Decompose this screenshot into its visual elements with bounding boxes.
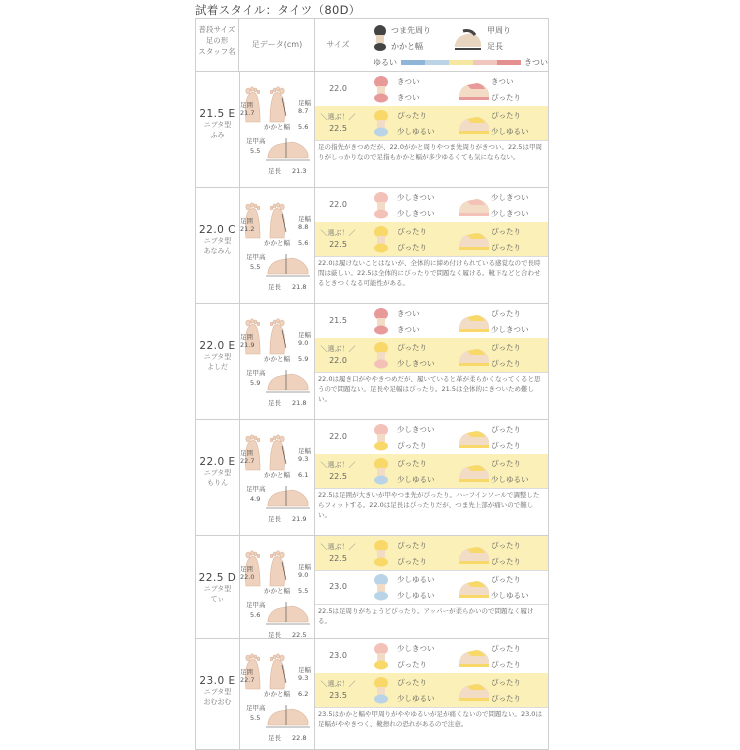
instep-fit: ぴったり (491, 227, 521, 236)
foot-width-label: 足幅 (298, 215, 311, 223)
instep-fit: 少しきつい (491, 193, 529, 202)
foot-type: ニブタ型 (203, 688, 232, 696)
recommend-label: ＼選ぶ！／ (320, 543, 356, 551)
staff-name: てぃ (210, 595, 225, 603)
toe-heel-fit-icon (373, 109, 389, 137)
length-fit: ぴったり (491, 243, 521, 252)
length-fit: ぴったり (491, 660, 521, 669)
fit-note: 22.0は履けないことはないが、全体的に締め付けられている感覚なので長時間は厳しい。22.5は全体的にぴったりで問題なく履ける。靴下などと合わせるときつくなる可能性がある。 (318, 259, 541, 287)
instep-fit: きつい (491, 77, 514, 86)
foot-width-label: 足幅 (298, 447, 311, 455)
foot-length-value: 22.5 (292, 631, 307, 639)
instep-length-fit-icon (457, 575, 491, 599)
staff-cell (196, 188, 240, 303)
instep-length-fit-icon (457, 343, 491, 367)
staff-name: おむおむ (203, 698, 232, 706)
foot-data-cell (240, 536, 315, 638)
try-size-cell (315, 222, 361, 256)
foot-circ-label: 足囲 (240, 333, 253, 341)
instep-fit: ぴったり (491, 575, 521, 584)
length-fit: ぴったり (491, 557, 521, 566)
toe-fit: ぴったり (397, 459, 427, 468)
fit-gauge (401, 60, 521, 65)
instep-value: 5.5 (250, 147, 261, 155)
fit-row (315, 570, 548, 605)
try-size-cell (315, 454, 361, 488)
table-row (196, 188, 548, 304)
heel-fit: 少しきつい (397, 209, 435, 218)
heel-width-label: かかと幅 (264, 690, 290, 698)
instep-fit: ぴったり (491, 343, 521, 352)
heel-fit: ぴったり (397, 660, 427, 669)
heel-fit: きつい (397, 93, 420, 102)
instep-length-fit-icon (457, 459, 491, 483)
fit-note: 22.5は足周りがちょうどぴったり。アッパーが柔らかいので問題なく履ける。 (318, 607, 534, 625)
gauge-seg (425, 60, 449, 65)
table-row (196, 72, 548, 188)
foot-length-label: 足長 (268, 515, 281, 523)
try-size: 22.5 (329, 240, 347, 249)
heel-width-value: 5.6 (298, 239, 309, 247)
try-size: 23.0 (329, 651, 347, 660)
page-title: 試着スタイル：タイツ（80D） (195, 3, 361, 17)
toe-fit: 少しきつい (397, 425, 435, 434)
fit-legend (361, 19, 548, 71)
header-foot-shape: 足の形 (205, 36, 229, 45)
instep-label: 足甲高 (246, 601, 266, 609)
instep-length-fit-icon (457, 678, 491, 702)
foot-width-label: 足幅 (298, 666, 311, 674)
fit-row (315, 188, 548, 223)
instep-length-fit-icon (457, 227, 491, 251)
legend-loose: ゆるい (373, 58, 397, 67)
try-size-cell (315, 72, 361, 106)
instep-length-fit-icon (457, 77, 491, 101)
toe-heel-fit-icon (373, 573, 389, 601)
foot-length-label: 足長 (268, 734, 281, 742)
try-size: 22.0 (329, 356, 347, 365)
gauge-seg (449, 60, 473, 65)
foot-width-value: 8.7 (298, 107, 309, 115)
heel-width-label: かかと幅 (264, 123, 290, 131)
header-foot-data: 足データ(cm) (240, 19, 315, 71)
instep-fit: ぴったり (491, 541, 521, 550)
header-usual-size: 普段サイズ (198, 25, 236, 34)
length-fit: ぴったり (491, 441, 521, 450)
toe-fit: ぴったり (397, 227, 427, 236)
usual-size: 22.0 E (199, 456, 236, 468)
foot-length-value: 22.8 (292, 734, 307, 742)
toe-fit: ぴったり (397, 343, 427, 352)
foot-length-label: 足長 (268, 631, 281, 639)
toe-fit: きつい (397, 309, 420, 318)
instep-value: 5.5 (250, 263, 261, 271)
foot-circ-label: 足囲 (240, 217, 253, 225)
toe-fit: ぴったり (397, 541, 427, 550)
try-size: 23.0 (329, 582, 347, 591)
foot-type: ニブタ型 (203, 353, 232, 361)
length-fit: 少しゆるい (491, 475, 529, 484)
usual-size: 21.5 E (199, 108, 236, 120)
instep-length-fit-icon (457, 111, 491, 135)
try-size-cell (315, 536, 361, 570)
try-size: 22.0 (329, 200, 347, 209)
fit-row (315, 222, 548, 257)
instep-value: 4.9 (250, 495, 261, 503)
foot-side-illustration (262, 366, 312, 394)
heel-width-value: 5.9 (298, 355, 309, 363)
staff-cell (196, 420, 240, 535)
foot-width-value: 9.0 (298, 339, 309, 347)
instep-label: 足甲高 (246, 704, 266, 712)
heel-fit: 少しゆるい (397, 694, 435, 703)
foot-width-label: 足幅 (298, 331, 311, 339)
foot-circ-label: 足囲 (240, 449, 253, 457)
toe-heel-fit-icon (373, 423, 389, 451)
heel-width-label: かかと幅 (264, 239, 290, 247)
heel-fit: ぴったり (397, 441, 427, 450)
try-size-cell (315, 673, 361, 707)
length-fit: 少しゆるい (491, 127, 529, 136)
toe-fit: 少しきつい (397, 644, 435, 653)
foot-width-value: 8.8 (298, 223, 309, 231)
toe-heel-fit-icon (373, 307, 389, 335)
foot-side-illustration (262, 701, 312, 729)
foot-circ-label: 足囲 (240, 668, 253, 676)
instep-length-fit-icon (457, 541, 491, 565)
foot-circ-value: 22.7 (240, 676, 255, 684)
instep-fit: ぴったり (491, 309, 521, 318)
foot-length-value: 21.9 (292, 515, 307, 523)
toe-fit: ぴったり (397, 678, 427, 687)
foot-width-value: 9.3 (298, 674, 309, 682)
table-row (196, 536, 548, 639)
fit-row (315, 673, 548, 708)
instep-length-fit-icon (457, 309, 491, 333)
fit-row (315, 338, 548, 373)
heel-fit: 少しきつい (397, 359, 435, 368)
instep-label: 足甲高 (246, 137, 266, 145)
foot-data-cell (240, 188, 315, 303)
heel-fit: 少しゆるい (397, 127, 435, 136)
staff-name: もりん (207, 479, 228, 487)
fit-row (315, 454, 548, 489)
header-size: サイズ (326, 40, 350, 49)
toe-heel-fit-icon (373, 642, 389, 670)
try-size: 22.0 (329, 84, 347, 93)
toe-heel-fit-icon (373, 457, 389, 485)
foot-circ-value: 21.2 (240, 225, 255, 233)
heel-fit: ぴったり (397, 243, 427, 252)
try-size: 22.5 (329, 124, 347, 133)
recommend-label: ＼選ぶ！／ (320, 229, 356, 237)
try-size: 21.5 (329, 316, 347, 325)
instep-fit: ぴったり (491, 111, 521, 120)
foot-data-cell (240, 420, 315, 535)
legend-toe: つま先周り (391, 26, 431, 35)
fit-row (315, 420, 548, 455)
try-size: 22.0 (329, 432, 347, 441)
toe-fit: 少しゆるい (397, 575, 435, 584)
foot-type: ニブタ型 (203, 237, 232, 245)
foot-side-illustration (262, 134, 312, 162)
try-size-cell (315, 338, 361, 372)
foot-length-label: 足長 (268, 283, 281, 291)
toe-heel-fit-icon (373, 676, 389, 704)
instep-length-fit-icon (457, 644, 491, 668)
foot-circ-value: 22.0 (240, 573, 255, 581)
usual-size: 23.0 E (199, 675, 236, 687)
toe-heel-icon (373, 23, 387, 53)
instep-label: 足甲高 (246, 369, 266, 377)
fit-row (315, 536, 548, 571)
usual-size: 22.5 D (198, 572, 237, 584)
foot-side-illustration (262, 482, 312, 510)
heel-fit: 少しゆるい (397, 475, 435, 484)
heel-fit: ぴったり (397, 557, 427, 566)
foot-type: ニブタ型 (203, 585, 232, 593)
toe-heel-fit-icon (373, 539, 389, 567)
heel-width-value: 5.6 (298, 123, 309, 131)
gauge-seg (401, 60, 425, 65)
instep-value: 5.9 (250, 379, 261, 387)
instep-value: 5.6 (250, 611, 261, 619)
usual-size: 22.0 C (198, 224, 237, 236)
heel-width-label: かかと幅 (264, 355, 290, 363)
fit-note: 22.5は足囲が大きいが甲やつま先がぴったり。ハーフインソールで調整したらフィットする。22.0は足長はぴったりだが、つま先上部が痛いので難しい。 (318, 491, 540, 519)
toe-heel-fit-icon (373, 191, 389, 219)
staff-name: よしだ (207, 363, 228, 371)
staff-name: あなみん (203, 247, 232, 255)
fit-row (315, 106, 548, 141)
usual-size: 22.0 E (199, 340, 236, 352)
fitting-table (195, 18, 549, 750)
legend-length: 足長 (487, 42, 503, 51)
foot-circ-value: 22.7 (240, 457, 255, 465)
foot-length-value: 21.8 (292, 399, 307, 407)
recommend-label: ＼選ぶ！／ (320, 680, 356, 688)
try-size: 22.5 (329, 554, 347, 563)
recommend-label: ＼選ぶ！／ (320, 345, 356, 353)
table-row (196, 420, 548, 536)
length-fit: ぴったり (491, 694, 521, 703)
foot-data-cell (240, 304, 315, 419)
staff-name: ふみ (210, 131, 225, 139)
foot-length-label: 足長 (268, 167, 281, 175)
heel-fit: きつい (397, 325, 420, 334)
instep-fit: ぴったり (491, 644, 521, 653)
try-size-cell (315, 420, 361, 454)
heel-width-value: 6.2 (298, 690, 309, 698)
fit-note: 足の指先がきつめだが、22.0がかと周りやつま先周りがきつい。22.5は甲周りがしっかりなので足指もかかと幅が多少ゆるくても気にならない。 (318, 143, 542, 161)
staff-cell (196, 72, 240, 187)
legend-heel: かかと幅 (391, 42, 423, 51)
try-size-cell (315, 188, 361, 222)
recommend-label: ＼選ぶ！／ (320, 461, 356, 469)
fit-note: 22.0は履き口がややきつめだが、履いていると革が柔らかくなってくると思うので問題ない。足長や足幅はぴったり。21.5は全体的にきついため難しい。 (318, 375, 541, 403)
foot-width-value: 9.0 (298, 571, 309, 579)
instep-length-fit-icon (457, 425, 491, 449)
foot-width-label: 足幅 (298, 99, 311, 107)
toe-fit: ぴったり (397, 111, 427, 120)
foot-width-value: 9.3 (298, 455, 309, 463)
fit-row (315, 72, 548, 107)
toe-fit: きつい (397, 77, 420, 86)
toe-heel-fit-icon (373, 225, 389, 253)
legend-tight: きつい (524, 58, 548, 67)
heel-width-value: 5.5 (298, 587, 309, 595)
foot-circ-label: 足囲 (240, 565, 253, 573)
try-size-cell (315, 304, 361, 338)
foot-circ-value: 21.9 (240, 341, 255, 349)
try-size-cell (315, 639, 361, 673)
table-row (196, 304, 548, 420)
try-size-cell (315, 106, 361, 140)
table-body (196, 72, 548, 750)
table-row (196, 639, 548, 750)
instep-label: 足甲高 (246, 485, 266, 493)
length-fit: 少しきつい (491, 209, 529, 218)
instep-label: 足甲高 (246, 253, 266, 261)
foot-type: ニブタ型 (203, 469, 232, 477)
instep-fit: ぴったり (491, 425, 521, 434)
foot-side-illustration (262, 250, 312, 278)
heel-width-value: 6.1 (298, 471, 309, 479)
instep-value: 5.5 (250, 714, 261, 722)
legend-instep: 甲周り (487, 26, 511, 35)
table-header (196, 19, 548, 72)
staff-cell (196, 536, 240, 638)
instep-fit: ぴったり (491, 678, 521, 687)
length-fit: ぴったり (491, 359, 521, 368)
foot-data-cell (240, 639, 315, 749)
heel-width-label: かかと幅 (264, 587, 290, 595)
toe-heel-fit-icon (373, 341, 389, 369)
instep-length-fit-icon (457, 193, 491, 217)
staff-cell (196, 639, 240, 749)
gauge-seg (473, 60, 497, 65)
header-staff-name: スタッフ名 (198, 47, 236, 56)
staff-cell (196, 304, 240, 419)
instep-length-icon (453, 27, 483, 51)
toe-heel-fit-icon (373, 75, 389, 103)
header-staff-col (196, 19, 239, 71)
foot-length-value: 21.8 (292, 283, 307, 291)
try-size: 22.5 (329, 472, 347, 481)
foot-data-cell (240, 72, 315, 187)
foot-side-illustration (262, 598, 312, 626)
gauge-seg (497, 60, 521, 65)
length-fit: 少しきつい (491, 325, 529, 334)
foot-length-value: 21.3 (292, 167, 307, 175)
fit-row (315, 304, 548, 339)
foot-circ-label: 足囲 (240, 101, 253, 109)
heel-width-label: かかと幅 (264, 471, 290, 479)
foot-length-label: 足長 (268, 399, 281, 407)
length-fit: ぴったり (491, 93, 521, 102)
fit-row (315, 639, 548, 674)
toe-fit: 少しきつい (397, 193, 435, 202)
foot-type: ニブタ型 (203, 121, 232, 129)
try-size-cell (315, 570, 361, 604)
try-size: 23.5 (329, 691, 347, 700)
fit-note: 23.5はかかと幅や甲周りがややゆるいが足が痛くないので問題ない。23.0は足幅がややきつく、靴擦れの恐れがあるので注意。 (318, 710, 542, 728)
instep-fit: ぴったり (491, 459, 521, 468)
recommend-label: ＼選ぶ！／ (320, 113, 356, 121)
heel-fit: 少しゆるい (397, 591, 435, 600)
foot-circ-value: 21.7 (240, 109, 255, 117)
foot-width-label: 足幅 (298, 563, 311, 571)
length-fit: 少しゆるい (491, 591, 529, 600)
